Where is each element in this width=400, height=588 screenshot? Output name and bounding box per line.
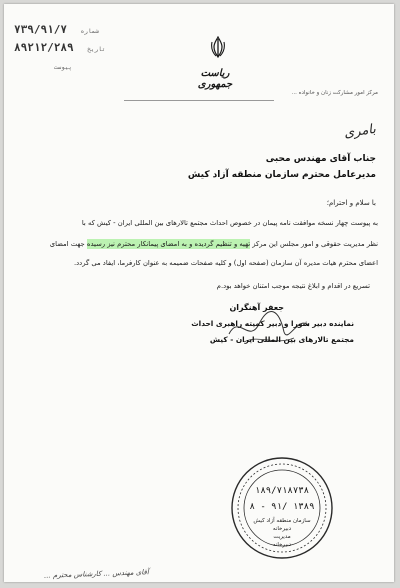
stamp-line-4: دبیرخانه	[272, 542, 292, 548]
signature-block	[114, 300, 354, 348]
registry-stamp	[230, 456, 334, 560]
letter-date: ۸۹۲۱۲/۲۸۹	[14, 41, 74, 54]
handwritten-salutation: بامری	[343, 121, 377, 142]
handwritten-footer-note: آقای مهندس ... کارشناس محترم ...	[43, 568, 149, 580]
body-line-2-end: جهت امضای	[49, 240, 87, 248]
body-line-2-start: نظر مدیریت حقوقی و امور مجلس این مرکز	[250, 240, 378, 248]
stamp-org: سازمان منطقه آزاد کیش	[253, 518, 311, 524]
stamp-line-2: دبیرخانه	[272, 526, 292, 532]
letter-number: ۷۳۹/۹۱/۷	[14, 23, 67, 36]
letter-attachment-label: پیوست	[54, 64, 73, 71]
stamp-line-3: مدیریت	[273, 534, 291, 540]
letter-date-label: تاریخ	[87, 46, 106, 53]
letter-page	[4, 4, 394, 582]
signatory-name: جعفر آهنگران	[229, 303, 284, 312]
presidency-title: ریاست جمهوری	[197, 68, 233, 90]
stamp-number: ۱۸۹/۷۱۸۷۳۸	[254, 486, 310, 496]
body-line-1: به پیوست چهار نسخه موافقت نامه پیمان در خصوص احداث مجتمع تالارهای بین المللی ایران - کیش که با	[81, 219, 378, 227]
signatory-title-2: مجتمع تالارهای بین المللی ایران - کیش	[209, 335, 354, 344]
addressee-name: جناب آقای مهندس محبی	[265, 154, 376, 164]
stamp-date: ۸ - ۹۱/ ۱۳۸۹	[249, 502, 315, 512]
addressee-title: مدیرعامل محترم سازمان منطقه آزاد کیش	[187, 170, 376, 180]
letter-number-row	[14, 18, 99, 37]
signatory-title-1: نماینده دبیر شورا و دبیر کمیته راهبری احداث	[191, 319, 354, 328]
body-line-2	[24, 237, 378, 252]
greeting: با سلام و احترام؛	[326, 199, 376, 207]
body-line-3: اعضای محترم هیات مدیره آن سازمان (صفحه اول) و کلیه صفحات ضمیمه به عنوان کارفرما، ایفاد می گردد.	[73, 259, 378, 267]
letter-number-label: شماره	[80, 28, 99, 35]
issuing-unit: مرکز امور مشارکت زنان و خانواده ...	[291, 90, 378, 96]
body-closing: تسریع در اقدام و ابلاغ نتیجه موجب امتنان خواهد بود.م	[216, 282, 370, 290]
letter-attachment-row	[14, 54, 72, 73]
header-divider	[124, 100, 274, 101]
highlighted-phrase: تهیه و تنظیم گردیده و به امضای پیمانکار محترم نیز رسیده	[86, 240, 251, 248]
letter-date-row	[14, 36, 105, 55]
iran-emblem-icon	[210, 36, 226, 58]
